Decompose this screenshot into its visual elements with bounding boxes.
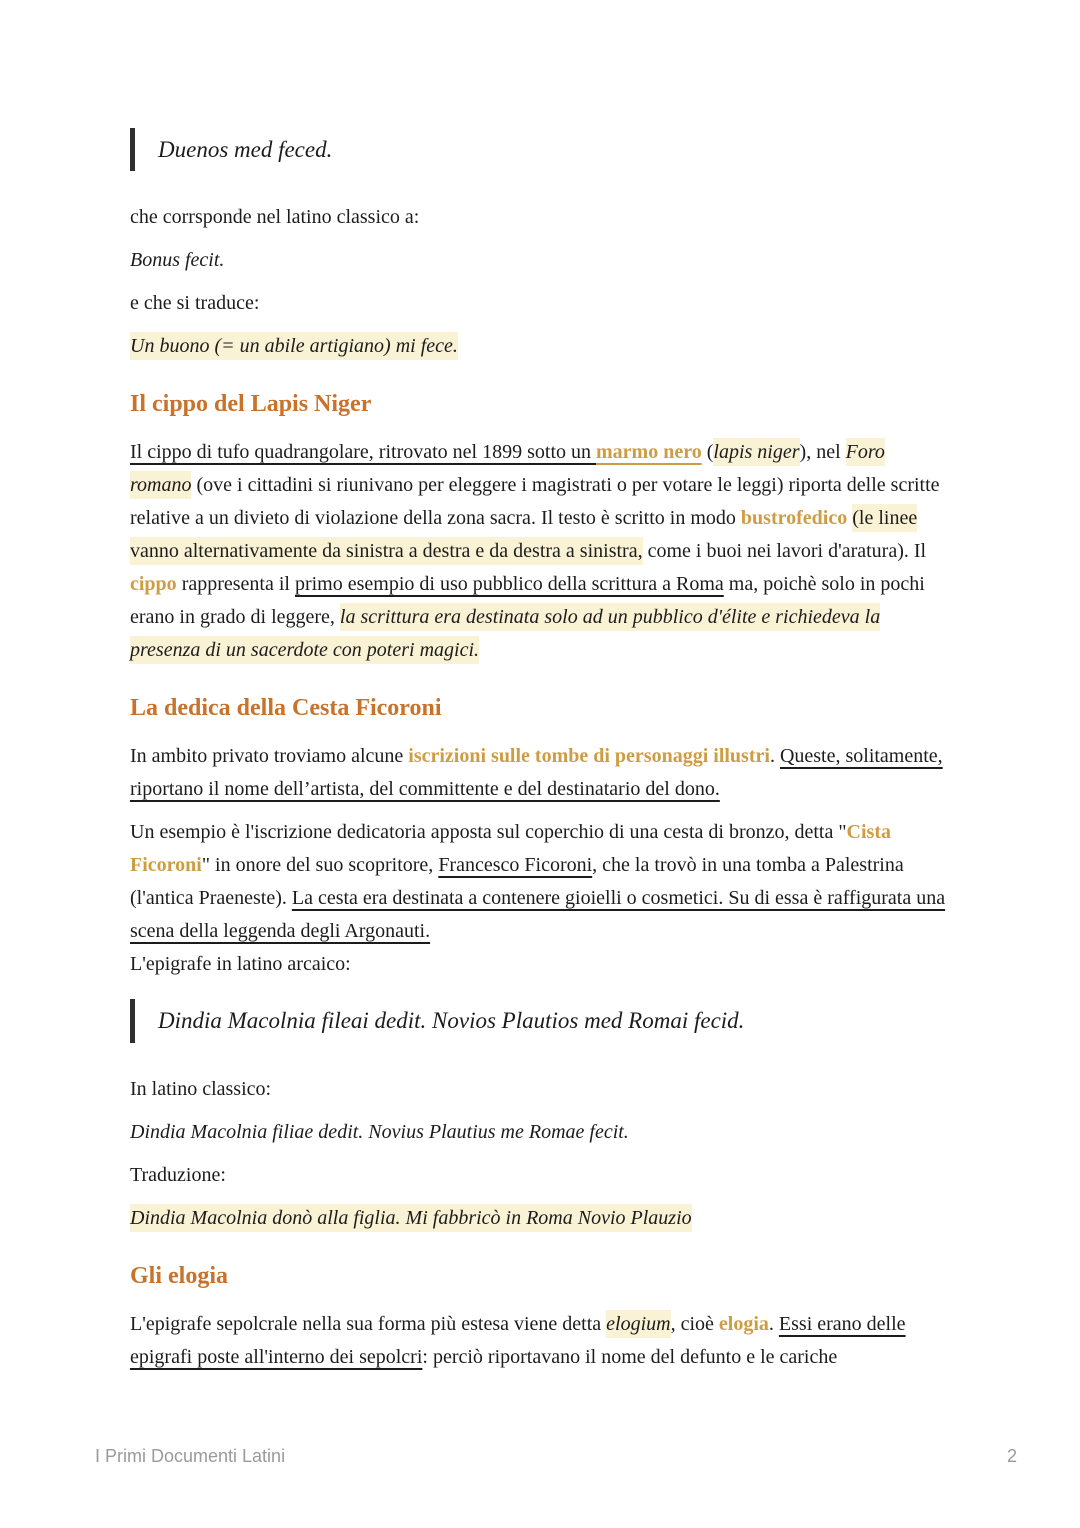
text-run: ( (701, 441, 714, 464)
text-run: Francesco Ficoroni (438, 854, 593, 877)
text-run: iscrizioni sulle tombe di personaggi illustri (408, 745, 770, 768)
text-run: (ove i cittadini si riunivano per eleggere i magistrati o per votare le leggi) riporta delle scritte relative a un divieto di violazione della zona sacra. Il testo è scritto in modo (130, 474, 940, 530)
document-body (130, 126, 950, 1384)
text-run: Dindia Macolnia fileai dedit. Novios Plautios med Romai fecid. (158, 1008, 745, 1034)
text-run: Un esempio è l'iscrizione dedicatoria apposta sul coperchio di una cesta di bronzo, detta " (130, 821, 847, 844)
text-run: Cista Ficoroni (130, 821, 891, 877)
paragraph (130, 330, 950, 363)
text-run: Duenos med feced. (158, 137, 333, 162)
text-run: la scrittura era destinata solo ad un pubblico d'élite e richiedeva la presenza di un sacerdote con poteri magici. (130, 603, 880, 664)
text-run: (le linee vanno alternativamente da sinistra a destra e da destra a sinistra, (130, 504, 917, 565)
text-run: Il cippo di tufo quadrangolare, ritrovato nel 1899 sotto un (130, 441, 597, 464)
text-run: marmo nero (596, 441, 702, 464)
text-run: cippo (130, 573, 177, 596)
text-run: bustrofedico (740, 507, 848, 530)
quote-block (130, 999, 950, 1042)
text-run: e che si traduce: (130, 292, 260, 315)
section-heading: La dedica della Cesta Ficoroni (130, 695, 442, 722)
text-run: che corrsponde nel latino classico a: (130, 206, 420, 229)
text-run: : perciò riportavano il nome del defunto e le cariche (422, 1345, 838, 1368)
text-run: Queste, solitamente, riportano il nome dell’artista, del committente e del destinatario del dono. (130, 745, 943, 801)
paragraph (130, 1308, 950, 1374)
paragraph (130, 740, 950, 806)
text-run: In ambito privato troviamo alcune (130, 745, 409, 768)
text-run: Dindia Macolnia filiae dedit. Novius Plautius me Romae fecit. (130, 1120, 629, 1143)
paragraph (130, 287, 950, 320)
text-run: elogium (606, 1310, 670, 1338)
text-run: come i buoi nei lavori d'aratura). Il (642, 540, 927, 563)
text-run: In latino classico: (130, 1077, 272, 1100)
paragraph (130, 201, 950, 234)
section-heading: Il cippo del Lapis Niger (130, 391, 372, 418)
quote-text (158, 137, 332, 162)
quote-bar (130, 999, 135, 1042)
text-run: Traduzione: (130, 1163, 226, 1186)
text-run: " in onore del suo scopritore, (201, 854, 439, 877)
text-run: , cioè (670, 1312, 719, 1335)
text-run: primo esempio di uso pubblico della scrittura a Roma (294, 573, 724, 596)
text-run: . (768, 1312, 779, 1335)
quote-text (158, 1008, 744, 1033)
text-run: La cesta era destinata a contenere gioielli o cosmetici. Su di essa è raffigurata una scena della leggenda degli Argonauti. (130, 887, 946, 943)
quote-block (130, 128, 950, 171)
footer-page-number: 2 (1006, 1446, 1017, 1466)
paragraph (130, 816, 950, 948)
text-run: elogia (718, 1312, 769, 1335)
quote-bar (130, 128, 135, 171)
text-run: L'epigrafe sepolcrale nella sua forma più estesa viene detta (130, 1312, 607, 1335)
text-run: Bonus fecit. (130, 249, 225, 272)
paragraph (130, 1073, 950, 1106)
text-run: rappresenta il (176, 573, 295, 596)
text-run: lapis niger (713, 438, 799, 466)
text-run: Foro romano (130, 438, 885, 499)
text-run: . (769, 745, 780, 768)
paragraph (130, 1116, 950, 1149)
text-run: Essi erano delle epigrafi poste all'interno dei sepolcri (130, 1312, 906, 1368)
text-run: Un buono (= un abile artigiano) mi fece. (130, 332, 458, 360)
page-footer (95, 1446, 1017, 1467)
text-run: , che la trovò in una tomba a Palestrina (l'antica Praeneste). (130, 854, 904, 910)
text-run: L'epigrafe in latino arcaico: (130, 953, 351, 976)
paragraph (130, 1159, 950, 1192)
text-run: ), nel (799, 441, 846, 464)
paragraph (130, 948, 950, 981)
paragraph (130, 244, 950, 277)
paragraph (130, 1202, 950, 1235)
paragraph (130, 436, 950, 667)
footer-document-title: I Primi Documenti Latini (95, 1446, 286, 1466)
text-run: ma, poichè solo in pochi erano in grado di leggere, (130, 573, 925, 629)
section-heading: Gli elogia (130, 1262, 228, 1289)
text-run: Dindia Macolnia donò alla figlia. Mi fabbricò in Roma Novio Plauzio (130, 1204, 692, 1232)
